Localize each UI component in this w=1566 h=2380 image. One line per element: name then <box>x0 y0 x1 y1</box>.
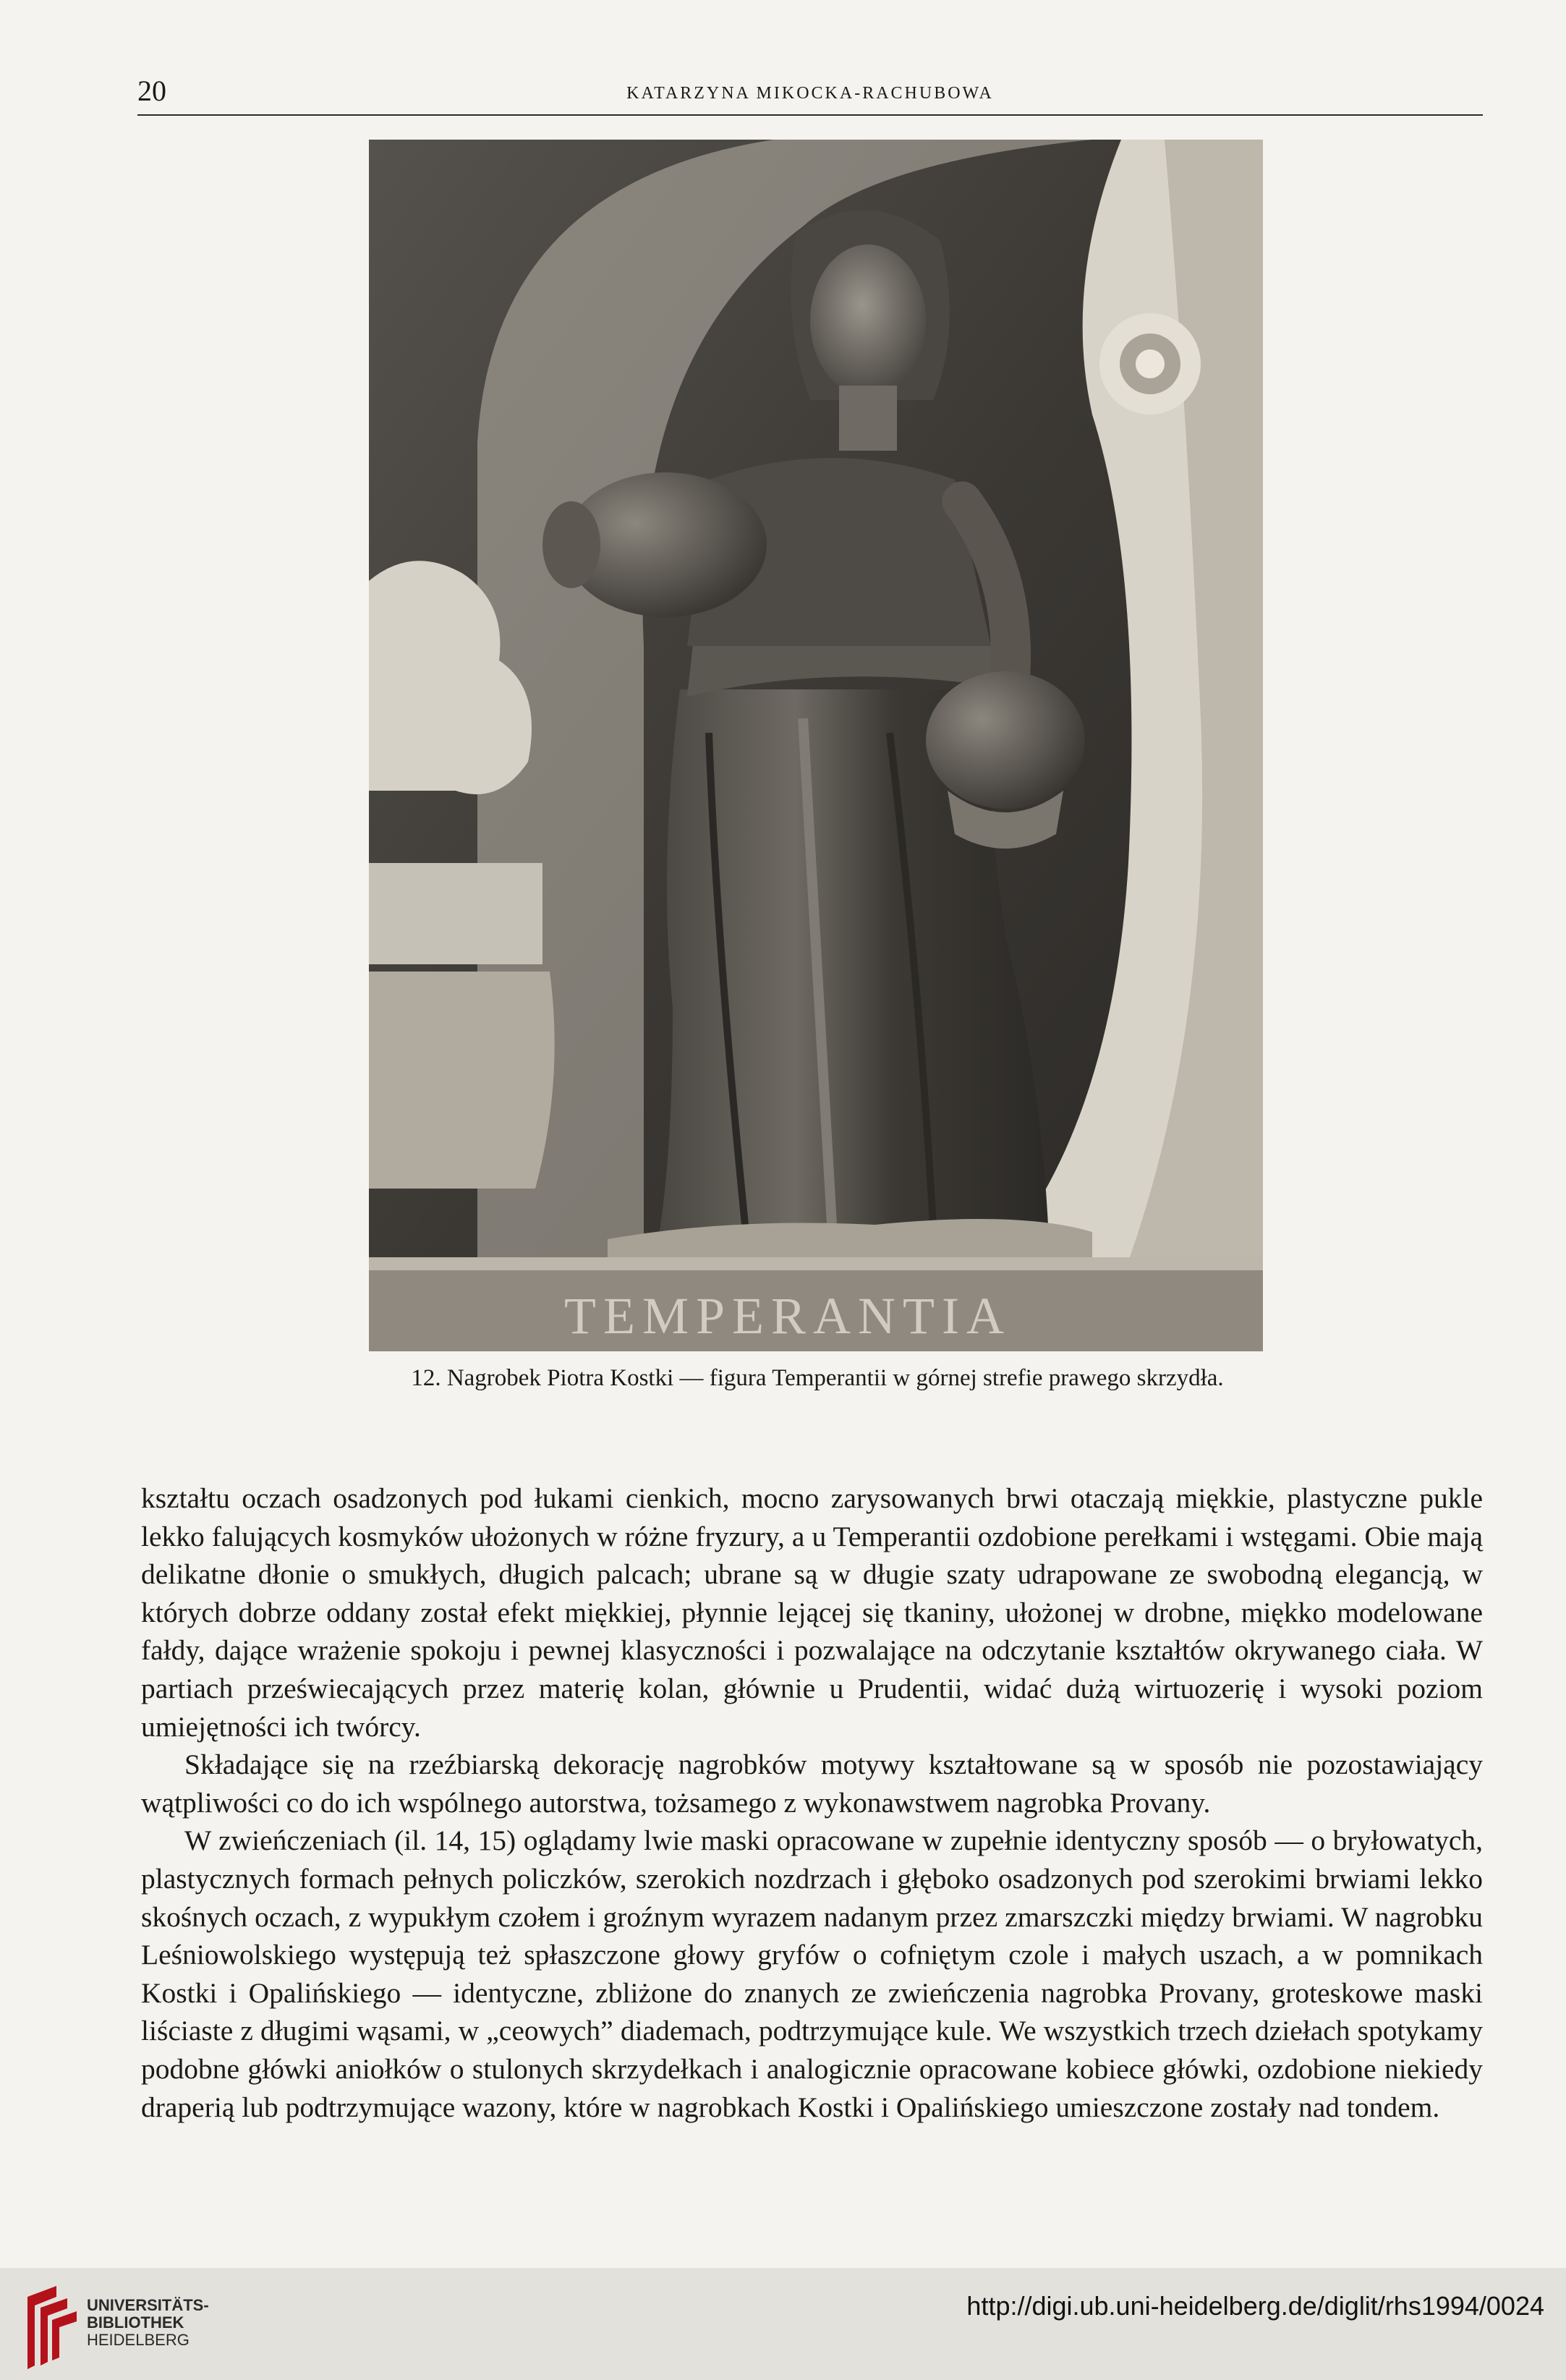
figure-photo <box>369 140 1263 1351</box>
source-url-link[interactable]: http://digi.ub.uni-heidelberg.de/diglit/rhs1994/0024 <box>966 2291 1544 2321</box>
paragraph: Składające się na rzeźbiarską dekorację nagrobków motywy kształtowane są w sposób nie pozostawiający wątpliwości co do ich wspólnego autorstwa, tożsamego z wykonawstwem nagrobka Provany. <box>141 1748 1483 1819</box>
library-name-line: UNIVERSITÄTS- <box>87 2296 209 2314</box>
body-text <box>141 1479 1483 2126</box>
heidelberg-library-logo <box>13 2282 80 2373</box>
footer-bar <box>0 2268 1566 2380</box>
paragraph: kształtu oczach osadzonych pod łukami cienkich, mocno zarysowanych brwi otaczają miękkie, plastyczne pukle lekko falujących kosmyków ułożonych w różne fryzury, a u Temperantii ozdobione perełkami i wstęgami. Obie mają delikatne dłonie o smukłych, długich palcach; ubrane są w długie szaty udrapowane ze swobodną elegancją, w których dobrze oddany został efekt miękkiej, płynnie lejącej się tkaniny, ułożonej w drobne, miękko modelowane fałdy, dające wrażenie spokoju i pewnej klasyczności i pozwalające na odczytanie kształtów okrywanego ciała. W partiach przeświecających przez materię kolan, głównie u Prudentii, widać dużą wirtuozerię i wysoki poziom umiejętności ich twórcy. <box>141 1482 1483 1743</box>
plinth-inscription: TEMPERANTIA <box>564 1287 1011 1345</box>
paragraph: W zwieńczeniach (il. 14, 15) oglądamy lwie maski opracowane w zupełnie identyczny sposób — o bryłowatych, plastycznych formach pełnych policzków, szerokich nozdrzach i głęboko osadzonych pod szerokimi brwiami lekko skośnych oczach, z wypukłym czołem i groźnym wyrazem nadanym przez zmarszczki między brwiami. W nagrobku Leśniowolskiego występują też spłaszczone głowy gryfów o cofniętym czole i małych uszach, a w pomnikach Kostki i Opalińskiego — identyczne, zbliżone do znanych ze zwieńczenia nagrobka Provany, groteskowe maski liściaste z długimi wąsami, w „ceowych” diademach, podtrzymujące kule. We wszystkich trzech dziełach spotykamy podobne główki aniołków o stulonych skrzydełkach i analogicznie opracowane kobiece główki, ozdobione niekiedy draperią lub podtrzymujące wazony, które w nagrobkach Kostki i Opalińskiego umieszczone zostały nad tondem. <box>141 1824 1483 2123</box>
statue-photograph <box>369 140 1263 1351</box>
page-number: 20 <box>137 75 166 107</box>
running-title: KATARZYNA MIKOCKA-RACHUBOWA <box>626 84 994 103</box>
library-name <box>87 2297 209 2349</box>
figure-caption: 12. Nagrobek Piotra Kostki — figura Temperantii w górnej strefie prawego skrzydła. <box>411 1365 1224 1391</box>
library-name-line: BIBLIOTHEK <box>87 2313 184 2332</box>
library-name-line: HEIDELBERG <box>87 2331 190 2349</box>
running-head <box>137 74 1483 116</box>
